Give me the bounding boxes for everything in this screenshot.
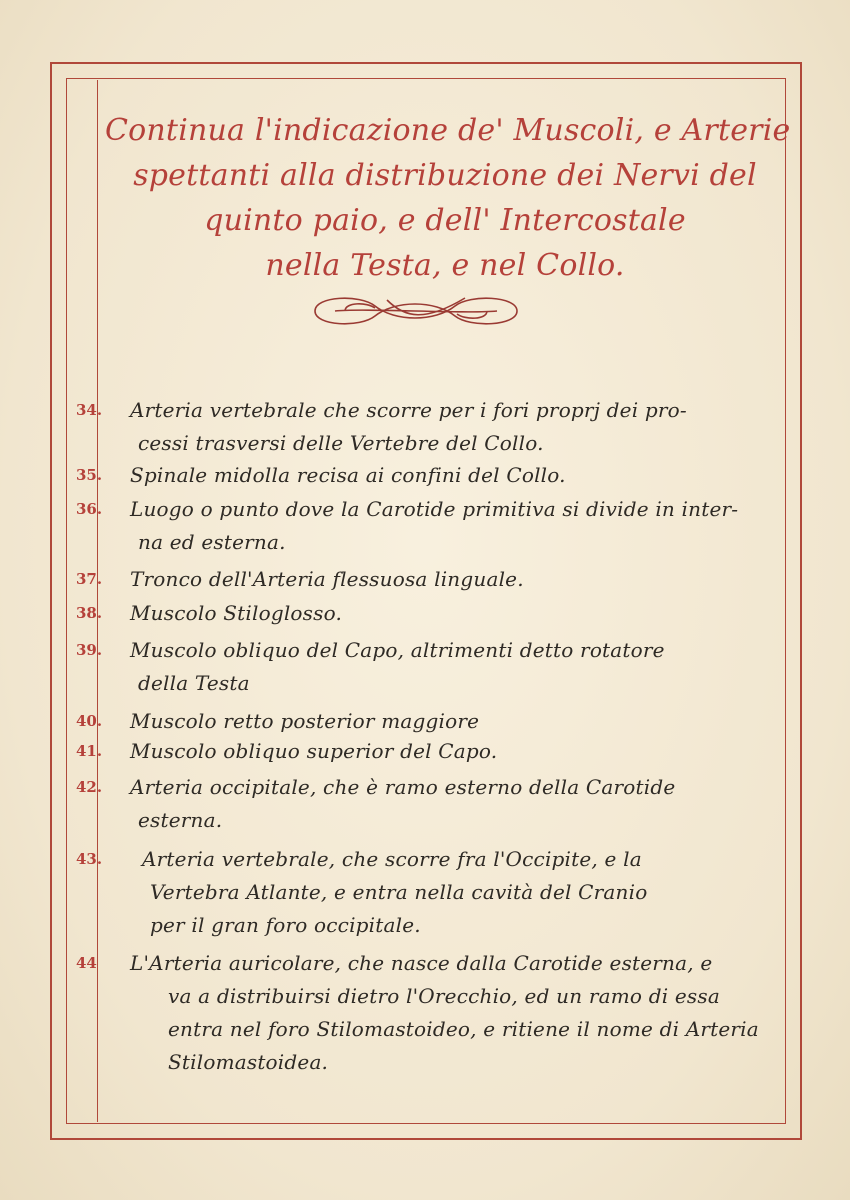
entry-number: 36.: [76, 500, 103, 518]
entry-line: Vertebra Atlante, e entra nella cavità del Cranio: [150, 880, 648, 904]
entry-line: Muscolo retto posterior maggiore: [130, 709, 480, 733]
title-line: nella Testa, e nel Collo.: [265, 248, 625, 283]
entry-line: Muscolo Stiloglosso.: [130, 601, 343, 625]
entry-text: [130, 597, 770, 630]
entry-number: 43.: [76, 850, 103, 868]
entry-text: [130, 735, 770, 768]
entry-text: [142, 843, 782, 942]
entry-line: L'Arteria auricolare, che nasce dalla Carotide esterna, e: [130, 951, 713, 975]
entry-line: Arteria vertebrale che scorre per i fori proprj dei pro-: [130, 398, 687, 422]
entry-text: [130, 947, 770, 1079]
entry-line: Stilomastoidea.: [168, 1050, 329, 1074]
entry-number: 41.: [76, 742, 103, 760]
entry-line: cessi trasversi delle Vertebre del Collo.: [138, 431, 544, 455]
entry-line: della Testa: [138, 671, 250, 695]
entry-text: [130, 394, 770, 460]
entry-text: [130, 493, 770, 559]
entry-number: 39.: [76, 641, 103, 659]
entry-line: Luogo o punto dove la Carotide primitiva si divide in inter-: [130, 497, 739, 521]
entry-text: [130, 705, 770, 738]
entry-line: Tronco dell'Arteria flessuosa linguale.: [130, 567, 524, 591]
entry-text: [130, 771, 770, 837]
title-line: Continua l'indicazione de' Muscoli, e Arterie: [105, 113, 791, 148]
entry-line: Muscolo obliquo del Capo, altrimenti detto rotatore: [130, 638, 665, 662]
entry-text: [130, 634, 770, 700]
entry-line: per il gran foro occipitale.: [150, 913, 421, 937]
entry-text: [130, 563, 770, 596]
entry-number: 42.: [76, 778, 103, 796]
decorative-flourish: [305, 288, 527, 334]
entry-line: va a distribuirsi dietro l'Orecchio, ed un ramo di essa: [168, 984, 720, 1008]
title-line: quinto paio, e dell' Intercostale: [204, 203, 686, 238]
entry-line: Arteria occipitale, che è ramo esterno della Carotide: [130, 775, 676, 799]
entry-number: 37.: [76, 570, 103, 588]
entry-line: Spinale midolla recisa ai confini del Collo.: [130, 463, 566, 487]
entry-number: 44: [76, 954, 97, 972]
title-line: spettanti alla distribuzione dei Nervi del: [133, 158, 757, 193]
entry-number: 34.: [76, 401, 103, 419]
entry-line: Muscolo obliquo superior del Capo.: [130, 739, 498, 763]
entry-line: entra nel foro Stilomastoideo, e ritiene il nome di Arteria: [168, 1017, 759, 1041]
entry-line: Arteria vertebrale, che scorre fra l'Occipite, e la: [142, 847, 642, 871]
entry-number: 35.: [76, 466, 103, 484]
entry-line: na ed esterna.: [138, 530, 286, 554]
entry-number: 40.: [76, 712, 103, 730]
entry-number: 38.: [76, 604, 103, 622]
entry-text: [130, 459, 770, 492]
entry-line: esterna.: [138, 808, 223, 832]
page-title: [105, 108, 791, 288]
